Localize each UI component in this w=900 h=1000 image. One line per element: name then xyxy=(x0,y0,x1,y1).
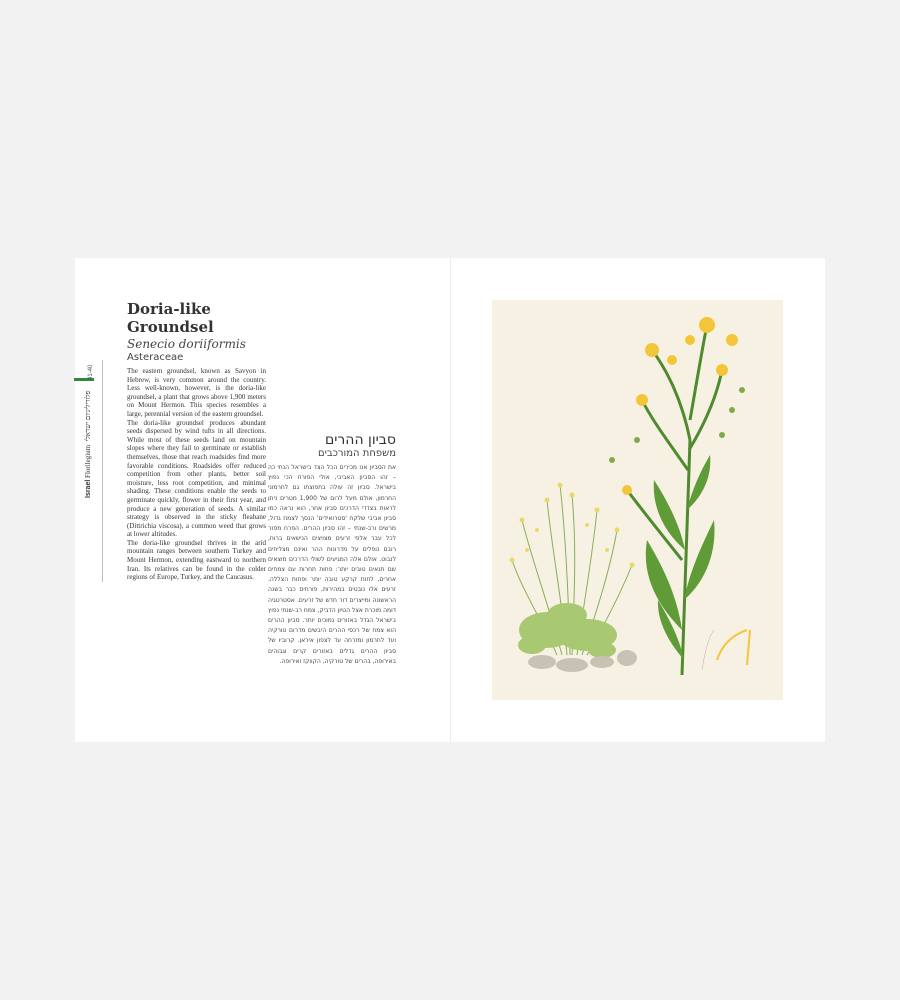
english-article xyxy=(127,300,266,582)
latin-name: Senecio doriiformis xyxy=(127,337,246,351)
hebrew-family: משפחת המורכבים xyxy=(317,448,396,459)
hebrew-article xyxy=(268,432,396,667)
hebrew-title: סביון ההרים xyxy=(324,432,396,448)
running-header-text: Israel Florilegium פלוריליגיום ישראלי xyxy=(84,390,92,498)
book-gutter xyxy=(450,258,451,742)
hebrew-body: את הסביון אנו מכירים הכל הצד בישראל הנחי כה – זהו הסביון האביבי, אולי הפורח הכי נפוץ בישראל. סביון זה עולה בתפוצתו גם לחרמוני החרמון, אולם מעל לרום של 1,900 מטרים ניתן לראות בצדדי הדרכים סביון אחר, הוא נראה כמו סביון אביבי שלקח 'סטרואידים' הנסך לצמח גדול, מרשים ורב-שנתי – זהו סביון ההרים. הפרח מפזר לכל עבר אלפי זרעים מצויצים הנישאים ברוח, רובם נופלים על מדרונות ההר ואינם מצליחים לנבוט. אולם אלה המגיעים לשולי הדרכים מוצאים שם תנאים טובים יותר: פחות תחרות עם צמחים אחרים, לחות קרקע טובה יותר ופחות הצללה. זרעים אלו נובטים במהירות, פורחים כבר בשנה הראשונה ומייצרים דור חדש של זרעים. אסטרטגיה דומה מוכרת אצל הטיון הדביק, צמח רב-שנתי נפוץ בישראל הגדל באזורים נמוכים יותר. סביון ההרים הוא צמח של רכסי ההרים היבשים מדרום טורקיה ועד לחרמון ומזרחה עד לצפון איראן. קרוביו של סביון ההרים גדלים באזורים קרים וגבוהים באירופה, בהרים של טורקיה, הקווקז ואירופה. xyxy=(268,464,397,665)
running-header xyxy=(82,358,104,588)
paragraph: The doria-like groundsel produces abundant seeds dispersed by wind tufts in all directions. While most of these seeds land on mountain slopes where they fail to germinate or establish themselves, those that reach roadsides find more favorable conditions. Roadsides offer reduced competition from other plants, better soil moisture, less root competition, and minimal shading. These conditions enable the seeds to germinate quickly, flower in their first year, and produce a new generation of seeds. A similar strategy is observed in the sticky fleabane (Dittrichia viscosa), a common weed that grows at lower altitudes. xyxy=(127,418,266,539)
groundsel-painting xyxy=(492,300,783,700)
article-title: Doria-like Groundsel xyxy=(127,300,214,336)
paragraph: The doria-like groundsel thrives in the arid mountain ranges between southern Turkey and Mount Hermon, extending eastward to northern Iran. Its relatives can be found in the colder regions of Europe, Turkey, and the Caucasus. xyxy=(127,538,266,582)
paragraph: The eastern groundsel, known as Savyon in Hebrew, is very common around the country. Less well-known, however, is the doria-like groundsel, a plant that grows above 1,900 meters on Mount Hermon. This species resembles a large, perennial version of the eastern groundsel. xyxy=(127,367,266,418)
english-body xyxy=(127,367,266,582)
page-number: 41-40 xyxy=(88,364,94,380)
botanical-illustration xyxy=(492,300,783,700)
plant-family: Asteraceae xyxy=(127,352,184,363)
